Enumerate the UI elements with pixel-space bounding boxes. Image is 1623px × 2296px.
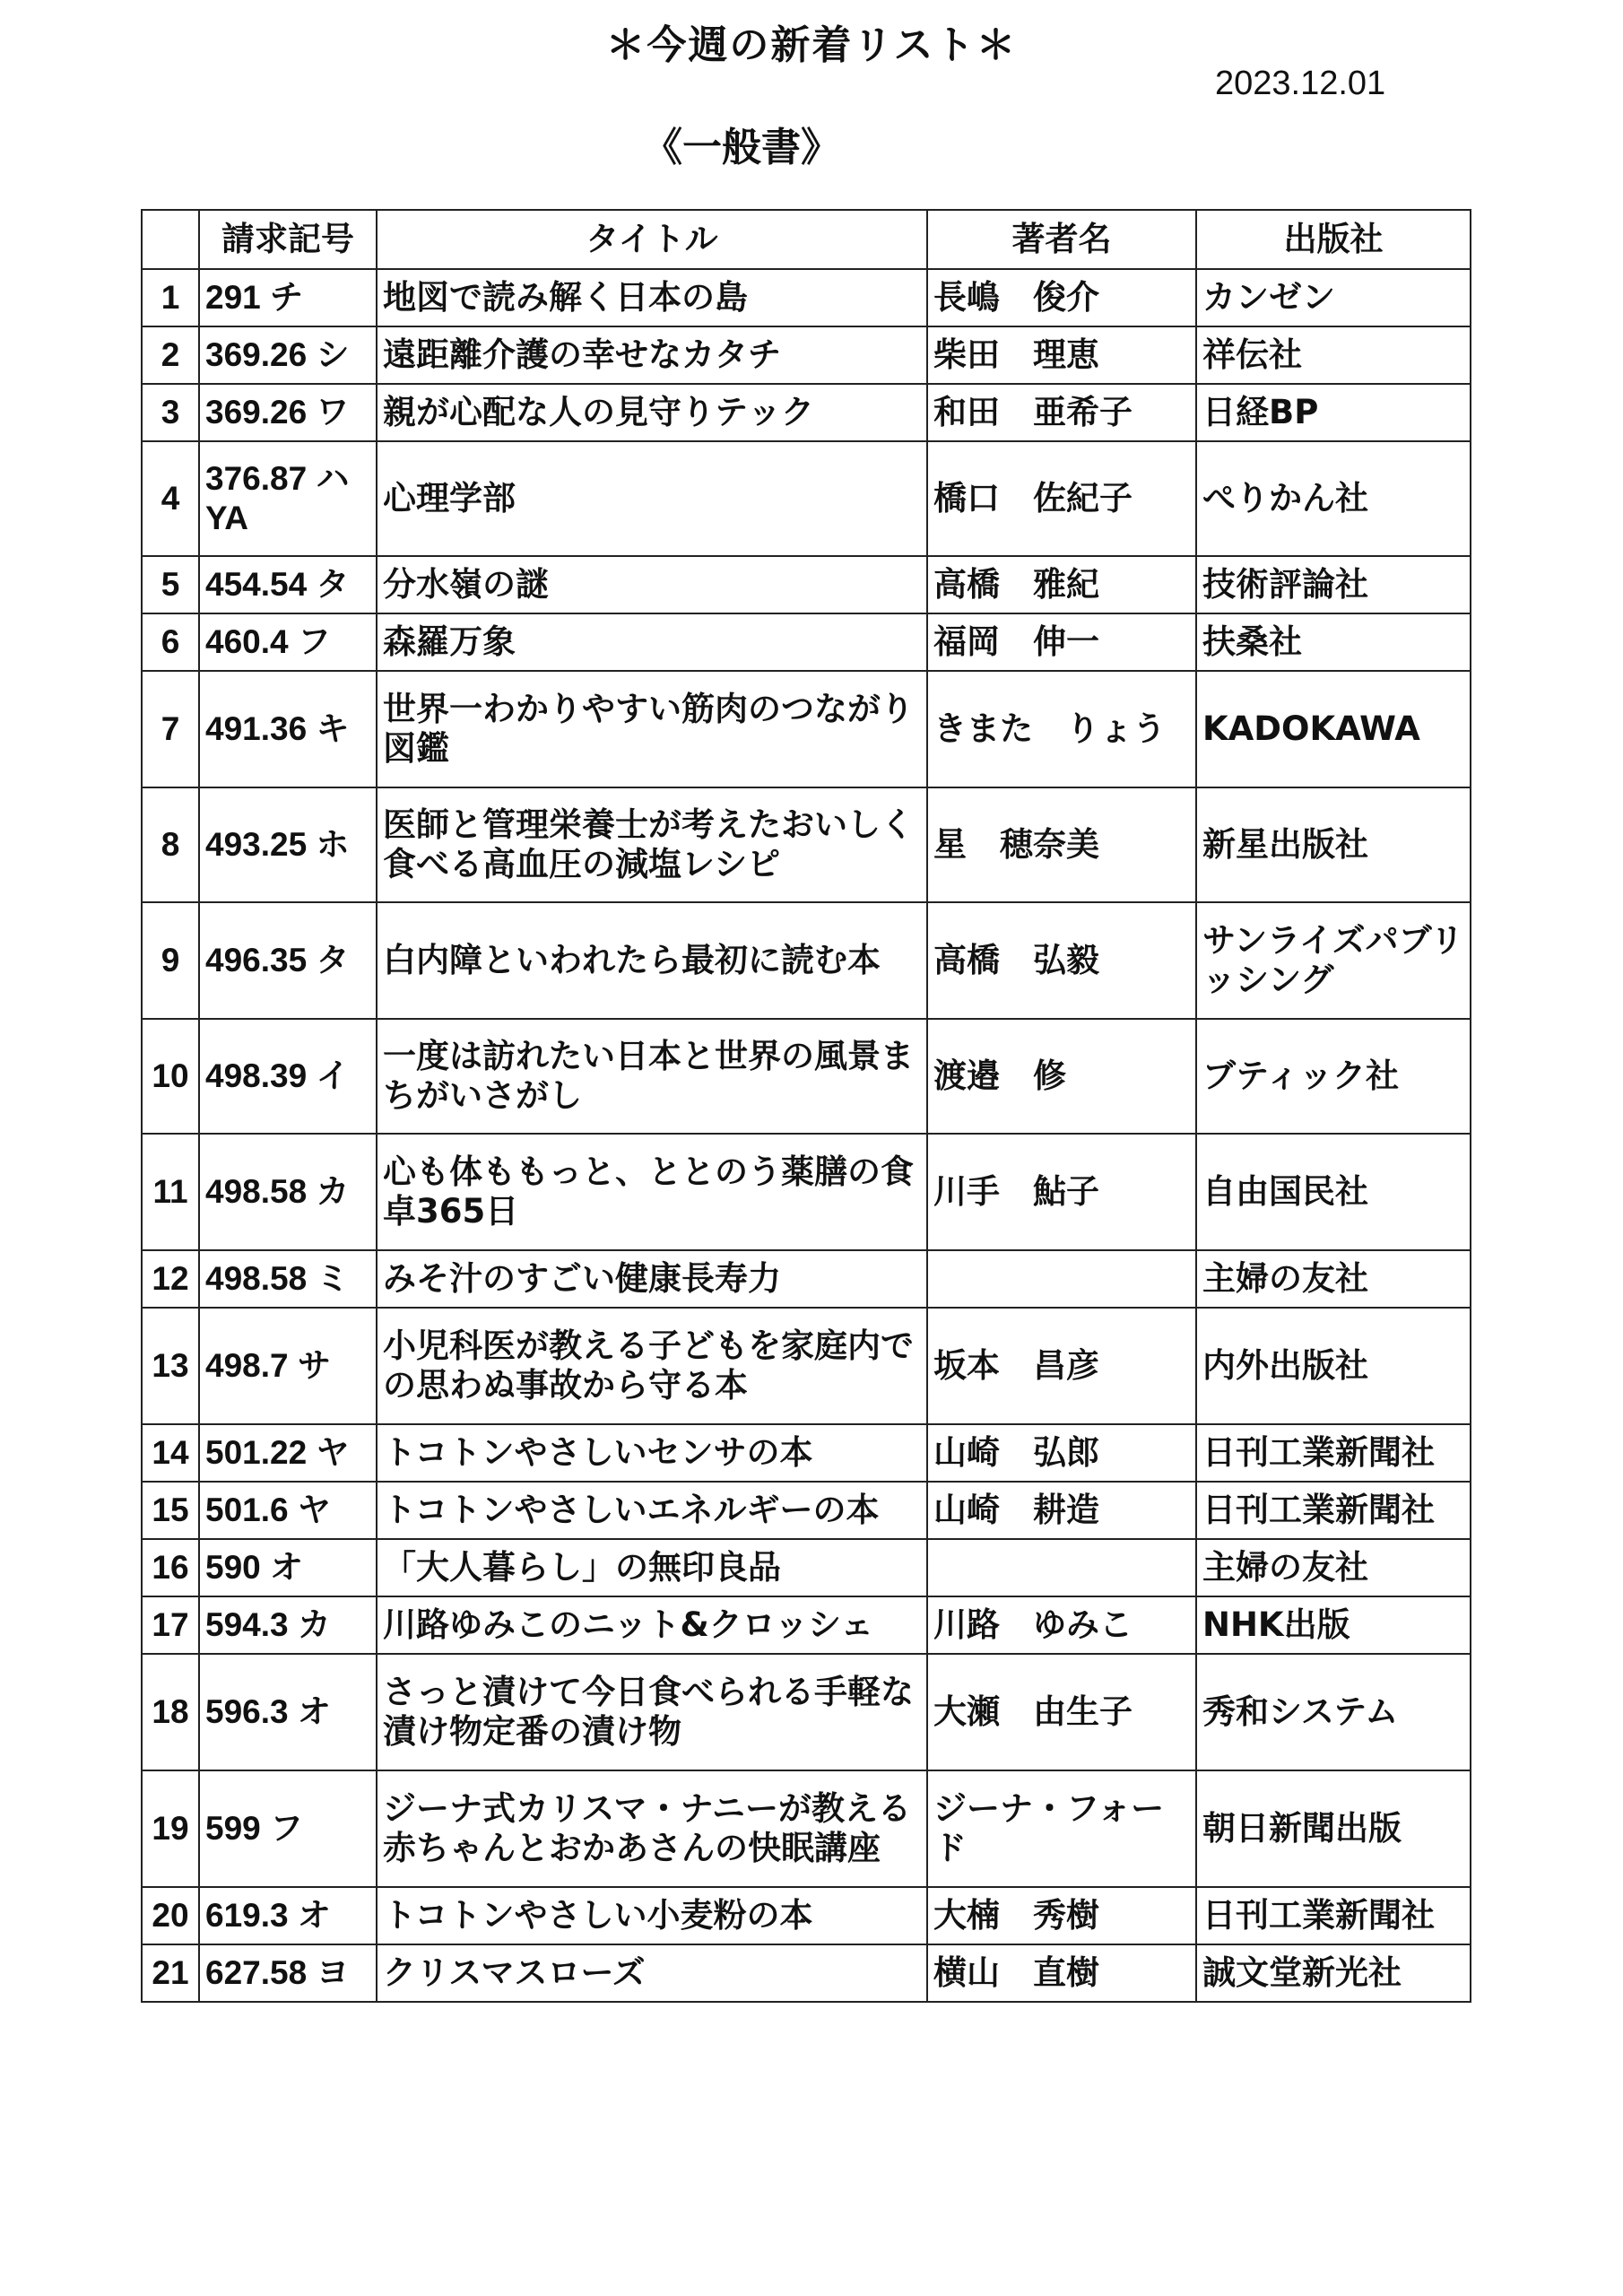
table-row xyxy=(142,1424,1471,1482)
publisher-name: 扶桑社 xyxy=(1196,613,1471,671)
publisher-name: 技術評論社 xyxy=(1196,556,1471,613)
call-number: 291 チ xyxy=(199,269,377,326)
book-title: 「大人暮らし」の無印良品 xyxy=(377,1539,927,1596)
call-number: 498.58 ミ xyxy=(199,1250,377,1308)
book-title: さっと漬けて今日食べられる手軽な漬け物定番の漬け物 xyxy=(377,1654,927,1770)
row-number: 20 xyxy=(142,1887,199,1944)
publisher-name: 誠文堂新光社 xyxy=(1196,1944,1471,2002)
author-name: 高橋 雅紀 xyxy=(927,556,1196,613)
publisher-name: 祥伝社 xyxy=(1196,326,1471,384)
book-title: 一度は訪れたい日本と世界の風景まちがいさがし xyxy=(377,1019,927,1134)
author-name: 橋口 佐紀子 xyxy=(927,441,1196,556)
table-row xyxy=(142,1887,1471,1944)
publisher-name: 主婦の友社 xyxy=(1196,1250,1471,1308)
book-title: 地図で読み解く日本の島 xyxy=(377,269,927,326)
column-header-call-number: 請求記号 xyxy=(199,210,377,269)
call-number: 596.3 オ xyxy=(199,1654,377,1770)
author-name: 大瀬 由生子 xyxy=(927,1654,1196,1770)
call-number: 498.7 サ xyxy=(199,1308,377,1424)
book-title: トコトンやさしいエネルギーの本 xyxy=(377,1482,927,1539)
table-row xyxy=(142,1482,1471,1539)
table-row xyxy=(142,1250,1471,1308)
row-number: 1 xyxy=(142,269,199,326)
book-title: ジーナ式カリスマ・ナニーが教える赤ちゃんとおかあさんの快眠講座 xyxy=(377,1770,927,1887)
table-row xyxy=(142,787,1471,902)
publisher-name: NHK出版 xyxy=(1196,1596,1471,1654)
call-number: 501.22 ヤ xyxy=(199,1424,377,1482)
author-name: 和田 亜希子 xyxy=(927,384,1196,441)
book-title: トコトンやさしいセンサの本 xyxy=(377,1424,927,1482)
publisher-name: ぺりかん社 xyxy=(1196,441,1471,556)
author-name: きまた りょう xyxy=(927,671,1196,787)
row-number: 3 xyxy=(142,384,199,441)
table-row xyxy=(142,613,1471,671)
book-title: 森羅万象 xyxy=(377,613,927,671)
call-number: 501.6 ヤ xyxy=(199,1482,377,1539)
table-row xyxy=(142,1944,1471,2002)
table-row xyxy=(142,269,1471,326)
row-number: 16 xyxy=(142,1539,199,1596)
call-number: 590 オ xyxy=(199,1539,377,1596)
publisher-name: 朝日新聞出版 xyxy=(1196,1770,1471,1887)
publisher-name: 日刊工業新聞社 xyxy=(1196,1482,1471,1539)
row-number: 8 xyxy=(142,787,199,902)
table-row xyxy=(142,326,1471,384)
author-name: 山崎 弘郎 xyxy=(927,1424,1196,1482)
author-name: 坂本 昌彦 xyxy=(927,1308,1196,1424)
column-header-publisher: 出版社 xyxy=(1196,210,1471,269)
publisher-name: カンゼン xyxy=(1196,269,1471,326)
row-number: 12 xyxy=(142,1250,199,1308)
call-number: 491.36 キ xyxy=(199,671,377,787)
author-name: ジーナ・フォード xyxy=(927,1770,1196,1887)
author-name: 福岡 伸一 xyxy=(927,613,1196,671)
table-row xyxy=(142,1308,1471,1424)
book-title: 世界一わかりやすい筋肉のつながり図鑑 xyxy=(377,671,927,787)
author-name xyxy=(927,1539,1196,1596)
call-number: 627.58 ヨ xyxy=(199,1944,377,2002)
list-date: 2023.12.01 xyxy=(1215,65,1386,102)
table-row xyxy=(142,671,1471,787)
publisher-name: 内外出版社 xyxy=(1196,1308,1471,1424)
table-header-row xyxy=(142,210,1471,269)
table-row xyxy=(142,556,1471,613)
call-number: 376.87 ハ YA xyxy=(199,441,377,556)
row-number: 6 xyxy=(142,613,199,671)
call-number: 460.4 フ xyxy=(199,613,377,671)
call-number: 493.25 ホ xyxy=(199,787,377,902)
author-name: 長嶋 俊介 xyxy=(927,269,1196,326)
author-name: 渡邉 修 xyxy=(927,1019,1196,1134)
table-row xyxy=(142,902,1471,1019)
table-row xyxy=(142,1596,1471,1654)
row-number: 9 xyxy=(142,902,199,1019)
table-row xyxy=(142,1019,1471,1134)
row-number: 2 xyxy=(142,326,199,384)
publisher-name: ブティック社 xyxy=(1196,1019,1471,1134)
publisher-name: 秀和システム xyxy=(1196,1654,1471,1770)
publisher-name: 日経BP xyxy=(1196,384,1471,441)
book-title: 川路ゆみこのニット&クロッシェ xyxy=(377,1596,927,1654)
book-title: トコトンやさしい小麦粉の本 xyxy=(377,1887,927,1944)
publisher-name: 日刊工業新聞社 xyxy=(1196,1887,1471,1944)
row-number: 4 xyxy=(142,441,199,556)
row-number: 5 xyxy=(142,556,199,613)
call-number: 619.3 オ xyxy=(199,1887,377,1944)
author-name: 高橋 弘毅 xyxy=(927,902,1196,1019)
column-header-title: タイトル xyxy=(377,210,927,269)
author-name: 横山 直樹 xyxy=(927,1944,1196,2002)
row-number: 21 xyxy=(142,1944,199,2002)
row-number: 15 xyxy=(142,1482,199,1539)
book-title: 分水嶺の謎 xyxy=(377,556,927,613)
author-name xyxy=(927,1250,1196,1308)
author-name: 川路 ゆみこ xyxy=(927,1596,1196,1654)
book-title: 小児科医が教える子どもを家庭内での思わぬ事故から守る本 xyxy=(377,1308,927,1424)
book-title: 医師と管理栄養士が考えたおいしく食べる高血圧の減塩レシピ xyxy=(377,787,927,902)
call-number: 498.39 イ xyxy=(199,1019,377,1134)
table-row xyxy=(142,1539,1471,1596)
call-number: 496.35 タ xyxy=(199,902,377,1019)
row-number: 7 xyxy=(142,671,199,787)
page-title: ＊今週の新着リスト＊ xyxy=(605,22,1018,68)
table-row xyxy=(142,1654,1471,1770)
row-number: 19 xyxy=(142,1770,199,1887)
book-title: みそ汁のすごい健康長寿力 xyxy=(377,1250,927,1308)
publisher-name: KADOKAWA xyxy=(1196,671,1471,787)
call-number: 369.26 シ xyxy=(199,326,377,384)
table-row xyxy=(142,384,1471,441)
book-title: クリスマスローズ xyxy=(377,1944,927,2002)
table-row xyxy=(142,1134,1471,1250)
book-title: 白内障といわれたら最初に読む本 xyxy=(377,902,927,1019)
book-title: 親が心配な人の見守りテック xyxy=(377,384,927,441)
column-header-author: 著者名 xyxy=(927,210,1196,269)
book-title: 心理学部 xyxy=(377,441,927,556)
new-arrivals-table xyxy=(141,209,1471,2003)
section-heading: 《一般書》 xyxy=(643,125,840,170)
row-number: 13 xyxy=(142,1308,199,1424)
author-name: 星 穂奈美 xyxy=(927,787,1196,902)
call-number: 498.58 カ xyxy=(199,1134,377,1250)
call-number: 599 フ xyxy=(199,1770,377,1887)
call-number: 594.3 カ xyxy=(199,1596,377,1654)
column-header-number xyxy=(142,210,199,269)
row-number: 11 xyxy=(142,1134,199,1250)
author-name: 山崎 耕造 xyxy=(927,1482,1196,1539)
row-number: 10 xyxy=(142,1019,199,1134)
author-name: 大楠 秀樹 xyxy=(927,1887,1196,1944)
publisher-name: 新星出版社 xyxy=(1196,787,1471,902)
book-title: 心も体ももっと、ととのう薬膳の食卓365日 xyxy=(377,1134,927,1250)
publisher-name: 自由国民社 xyxy=(1196,1134,1471,1250)
author-name: 柴田 理恵 xyxy=(927,326,1196,384)
row-number: 17 xyxy=(142,1596,199,1654)
call-number: 454.54 タ xyxy=(199,556,377,613)
book-title: 遠距離介護の幸せなカタチ xyxy=(377,326,927,384)
call-number: 369.26 ワ xyxy=(199,384,377,441)
table-row xyxy=(142,1770,1471,1887)
publisher-name: サンライズパブリッシング xyxy=(1196,902,1471,1019)
author-name: 川手 鮎子 xyxy=(927,1134,1196,1250)
row-number: 18 xyxy=(142,1654,199,1770)
table-row xyxy=(142,441,1471,556)
row-number: 14 xyxy=(142,1424,199,1482)
publisher-name: 日刊工業新聞社 xyxy=(1196,1424,1471,1482)
publisher-name: 主婦の友社 xyxy=(1196,1539,1471,1596)
